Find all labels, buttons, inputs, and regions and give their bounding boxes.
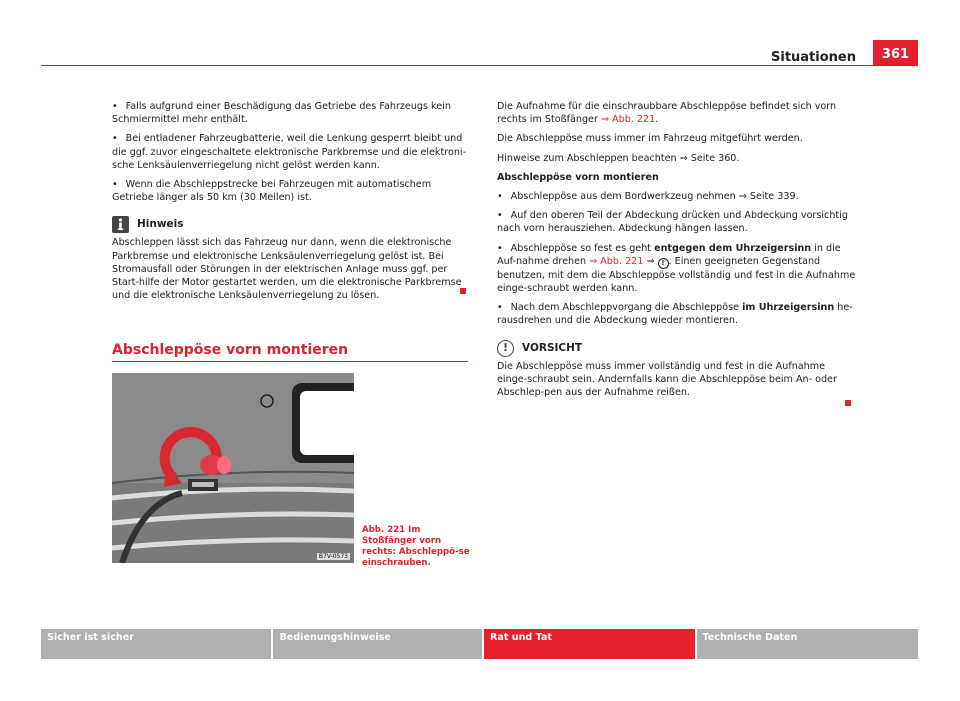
list-text: Nach dem Abschleppvorgang die Abschleppöse: [510, 302, 743, 314]
figure-caption: Abb. 221 Im Stoßfänger vorn rechts: Abschleppö-se einschrauben.: [362, 525, 470, 568]
page-number: 361: [873, 40, 918, 66]
warning-ref-icon: !: [658, 258, 669, 269]
tab-bedienungshinweise[interactable]: Bedienungshinweise: [273, 629, 482, 659]
caution-header: [497, 340, 857, 357]
list-item: • Abschleppöse aus dem Bordwerkzeug nehmen ⇒ Seite 339.: [497, 190, 857, 203]
tab-technische-daten[interactable]: Technische Daten: [697, 629, 918, 659]
list-item: [497, 301, 857, 327]
section-title: Abschleppöse vorn montieren: [112, 342, 349, 358]
end-marker: [460, 288, 466, 294]
figure-code: B7V-0573: [318, 553, 348, 560]
end-marker: [845, 400, 851, 406]
figure-tow-eye: [112, 373, 354, 563]
tab-rat-und-tat[interactable]: Rat und Tat: [484, 629, 695, 659]
header-rule: [41, 65, 918, 66]
emphasis-text: im Uhrzeigersinn: [742, 302, 835, 314]
note-title: Hinweis: [137, 218, 184, 231]
figure-reference-link[interactable]: ⇒ Abb. 221: [589, 255, 644, 267]
list-text: . Einen geeigneten Gegenstand benutzen, mit dem die Abschleppöse vollständig und fest in die Aufnahme einge-schraubt werden kann.: [497, 255, 856, 295]
paragraph-text: .: [655, 114, 659, 126]
list-text: ⇒: [643, 255, 658, 267]
section-rule: [112, 361, 468, 362]
list-item: [497, 242, 857, 296]
figure-reference-link[interactable]: ⇒ Abb. 221: [600, 114, 656, 126]
tab-sicher-ist-sicher[interactable]: Sicher ist sicher: [41, 629, 271, 659]
list-item: • Auf den oberen Teil der Abdeckung drücken und Abdeckung vorsichtig nach vorn herausziehen. Abdeckung hängen lassen.: [497, 209, 857, 235]
paragraph: [497, 100, 857, 126]
caution-text: Die Abschleppöse muss immer vollständig und fest in die Aufnahme einge-schraubt sein. Andernfalls kann die Abschleppöse beim An- oder Abschlep-pen aus der Aufnahme reißen.: [497, 360, 837, 399]
right-column: [497, 100, 857, 405]
note-text: Abschleppen lässt sich das Fahrzeug nur dann, wenn die elektronische Parkbremse und elektronische Lenksäulenverriegelung gelöst ist. Bei Stromausfall oder Störungen in der elektrischen Anlage muss ggf. per Start-hilfe der Motor gestartet werden, um die elektronische Parkbremse und die elektronische Lenksäulenverriegelung zu lösen.: [112, 237, 462, 302]
list-item: • Bei entladener Fahrzeugbatterie, weil die Lenkung gesperrt bleibt und die ggf. zuvor eingeschaltete elektronische Parkbremse und die elektroni-sche Lenksäulenverriegelung nicht gelöst werden kann.: [112, 132, 468, 172]
list-text: Abschleppöse so fest es geht: [510, 242, 655, 254]
note-header: [112, 216, 468, 233]
header-title: Situationen: [771, 50, 856, 65]
subheading: Abschleppöse vorn montieren: [497, 171, 659, 183]
paragraph: Hinweise zum Abschleppen beachten ⇒ Seite 360.: [497, 152, 740, 164]
info-icon: [112, 216, 129, 233]
list-text: in die Auf-nahme drehen: [497, 242, 841, 267]
list-item: • Wenn die Abschleppstrecke bei Fahrzeugen mit automatischem Getriebe länger als 50 km (30 Meilen) ist.: [112, 178, 468, 204]
paragraph-text: Die Aufnahme für die einschraubbare Abschleppöse befindet sich vorn rechts im Stoßfänger: [497, 101, 837, 126]
footer-nav: [41, 629, 918, 659]
caution-title: VORSICHT: [522, 341, 583, 354]
left-column: [112, 100, 468, 308]
list-item: • Falls aufgrund einer Beschädigung das Getriebe des Fahrzeugs kein Schmiermittel mehr enthält.: [112, 100, 468, 126]
warning-icon: !: [497, 340, 514, 357]
paragraph: Die Abschleppöse muss immer im Fahrzeug mitgeführt werden.: [497, 133, 803, 145]
emphasis-text: entgegen dem Uhrzeigersinn: [654, 242, 812, 254]
list-text: he-rausdrehen und die Abdeckung wieder montieren.: [497, 302, 853, 327]
